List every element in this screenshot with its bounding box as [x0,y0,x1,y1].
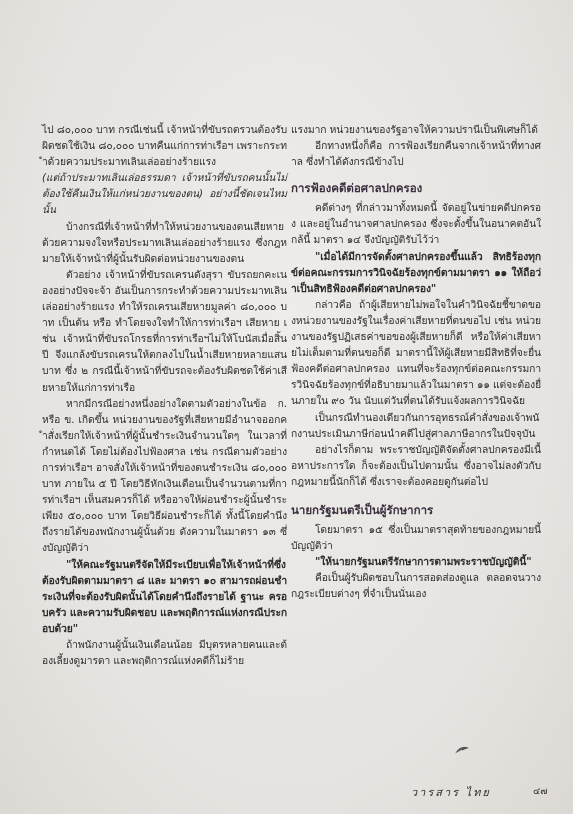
paragraph: แรงมาก หน่วยงานของรัฐอาจให้ความปรานีเป็นพิเศษก็ได้ [291,124,538,136]
paragraph: ไป ๘๐,๐๐๐ บาท กรณีเช่นนี้ เจ้าหน้าที่ขับรถตรวนต้องรับผิดชดใช้เงิน ๘๐,๐๐๐ บาทคืนแก่การท่าเรือฯ เพราะกระทำด้วยความประมาทเลินเล่ออย่างร้ายแรง [42,124,287,169]
section-heading-prime-minister: นายกรัฐมนตรีเป็นผู้รักษาการ [291,502,434,517]
paragraph-example: ตัวอย่าง เจ้าหน้าที่ขับรถเครนดังสุรา ขับรถยกคะเนองอย่างปัจจะจ้า อันเป็นการกระทำด้วยความประมาทเลินเล่ออย่างร้ายแรง ทำให้รถเครนเสียหายมูลค่า ๘๐,๐๐๐ บาท เป็นต้น หรือ ทำโดยจงใจทำให้การท่าเรือฯ เสียหาย เช่น เจ้าหน้าที่ขับรถโกรธที่การท่าเรือฯไม่ให้โบนัสเมื่อสิ้นปี จึงแกล้งขับรถเครนให้ตกลงไปในน้ำเสียหายหลายแสนบาท ซึ่ง ๒ กรณีนี้เจ้าหน้าที่ขับรถจะต้องรับผิดชดใช้ค่าเสียหายให้แก่การท่าเรือ [42,268,287,394]
paragraph: หากมีกรณีอย่างหนึ่งอย่างใดตามตัวอย่างในข้อ ก. หรือ ข. เกิดขึ้น หน่วยงานของรัฐที่เสียหายมีอำนาจออกคำสั่งเรียกให้เจ้าหน้าที่ผู้นั้นชำระเงินจำนวนใดๆ ในเวลาที่กำหนดได้ โดยไม่ต้องไปฟ้องศาล เช่น กรณีตามตัวอย่าง การท่าเรือฯ อาจสั่งให้เจ้าหน้าที่ของตนชำระเงิน ๘๐,๐๐๐ บาท ภายใน ๕ ปี โดยวิธีหักเงินเดือนเป็นจำนวนตามที่การท่าเรือฯ เห็นสมควรก็ได้ หรืออาจให้ผ่อนชำระผู้นั้นชำระเพียง ๕๐,๐๐๐ บาท โดยวิธีผ่อนชำระก็ได้ ทั้งนี้โดยคำนึงถึงรายได้ของพนักงานผู้นั้นด้วย ดังความในมาตรา ๑๓ ซึ่งบัญญัติว่า [42,397,287,555]
law-quote-section-15: "ให้นายกรัฐมนตรีรักษาการตามพระราชบัญญัตินี้" [315,556,532,569]
paragraph: อีกทางหนึ่งก็คือ การฟ้องเรียกคืนจากเจ้าหน้าที่ทางศาล ซึ่งทำได้ดังกรณีข้างไป [291,140,541,169]
paragraph: คือเป็นผู้รับผิดชอบในการสอดส่องดูแล ตลอดจนวางกฎระเบียบต่างๆ ที่จำเป็นนั่นเอง [291,572,541,601]
paragraph: เป็นกรณีทำนองเดียวกันการอุทธรณ์คำสั่งของเจ้าพนักงานประเมินภาษีก่อนนำคดีไปสู่ศาลภาษีอากรในปัจจุบัน [291,411,540,440]
right-column [291,122,541,602]
paragraph: อย่างไรก็ตาม พระราชบัญญัติจัดตั้งศาลปกครองมีเนื้อหาประการใด ก็จะต้องเป็นไปตามนั้น ซึ่งอาจไม่ลงตัวกับกฎหมายนี้นักก็ได้ ซึ่งเราจะต้องคอยดูกันต่อไป [291,443,541,488]
magazine-name: วารสาร ไทย [411,786,491,799]
leaf-flourish-icon [453,744,471,756]
section-heading-admin-court: การฟ้องคดีต่อศาลปกครอง [291,181,423,196]
paragraph-italic-note: (แต่ถ้าประมาทเลินเล่อธรรมดา เจ้าหน้าที่ขับรถคนนั้นไม่ต้องใช้คืนเงินให้แก่หน่วยงานของตน) อย่างนี้ชัดเจนไหมนั้น [42,172,287,217]
paragraph: คดีต่างๆ ที่กล่าวมาทั้งหมดนี้ จัดอยู่ในข่ายคดีปกครอง และอยู่ในอำนาจศาลปกครอง ซึ่งจะตั้งขึ้นในอนาคตอันใกล้นี้ มาตรา ๑๔ จึงบัญญัติรับไว้ว่า [291,202,541,247]
law-quote-section-14: "เมื่อได้มีการจัดตั้งศาลปกครองขึ้นแล้ว สิทธิร้องทุกข์ต่อคณะกรรมการวินิจฉัยร้องทุกข์ตามมาตรา ๑๑ ให้ถือว่าเป็นสิทธิฟ้องคดีต่อศาลปกครอง" [291,250,541,295]
paragraph: ถ้าพนักงานผู้นั้นเงินเดือนน้อย มีบุตรหลายคนและต้องเลี้ยงดูมารดา และพฤติการณ์แห่งคดีก็ไม่ร้าย [42,639,287,668]
page-number: ๔๗ [533,786,548,797]
left-column [42,122,287,669]
paragraph: กล่าวคือ ถ้าผู้เสียหายไม่พอใจในคำวินิจฉัยชี้ขาดของหน่วยงานของรัฐในเรื่องค่าเสียหายที่ตนขอไป เช่น หน่วยงานของรัฐปฏิเสธค่าขอของผู้เสียหายก็ดี หรือให้ค่าเสียหายไม่เต็มตามที่ตนขอก็ดี มาตรานี้ให้ผู้เสียหายมีสิทธิที่จะยื่นฟ้องคดีต่อศาลปกครอง แทนที่จะร้องทุกข์ต่อคณะกรรมการวินิจฉัยร้องทุกข์ที่อธิบายมาแล้วในมาตรา ๑๑ แต่จะต้องยื่นภายใน ๙๐ วัน นับแต่วันที่ตนได้รับแจ้งผลการวินิจฉัย [291,298,542,408]
law-quote-section-13: "ให้คณะรัฐมนตรีจัดให้มีระเบียบเพื่อให้เจ้าหน้าที่ซึ่งต้องรับผิดตามมาตรา ๘ และ มาตรา ๑๐ สามารถผ่อนชำระเงินที่จะต้องรับผิดนั้นได้โดยคำนึงถึงรายได้ ฐานะ ครอบครัว และความรับผิดชอบ และพฤติการณ์แห่งกรณีประกอบด้วย" [42,558,288,635]
paragraph: บ้างกรณีที่เจ้าหน้าที่ทำให้หน่วยงานของตนเสียหายด้วยความจงใจหรือประมาทเลินเล่ออย่างร้ายแรง ซึ่งกฎหมายให้เจ้าหน้าที่ผู้นั้นรับผิดต่อหน่วยงานของตน [42,220,287,265]
paragraph: โดยมาตรา ๑๕ ซึ่งเป็นมาตราสุดท้ายของกฎหมายนี้บัญญัติว่า [291,523,541,553]
